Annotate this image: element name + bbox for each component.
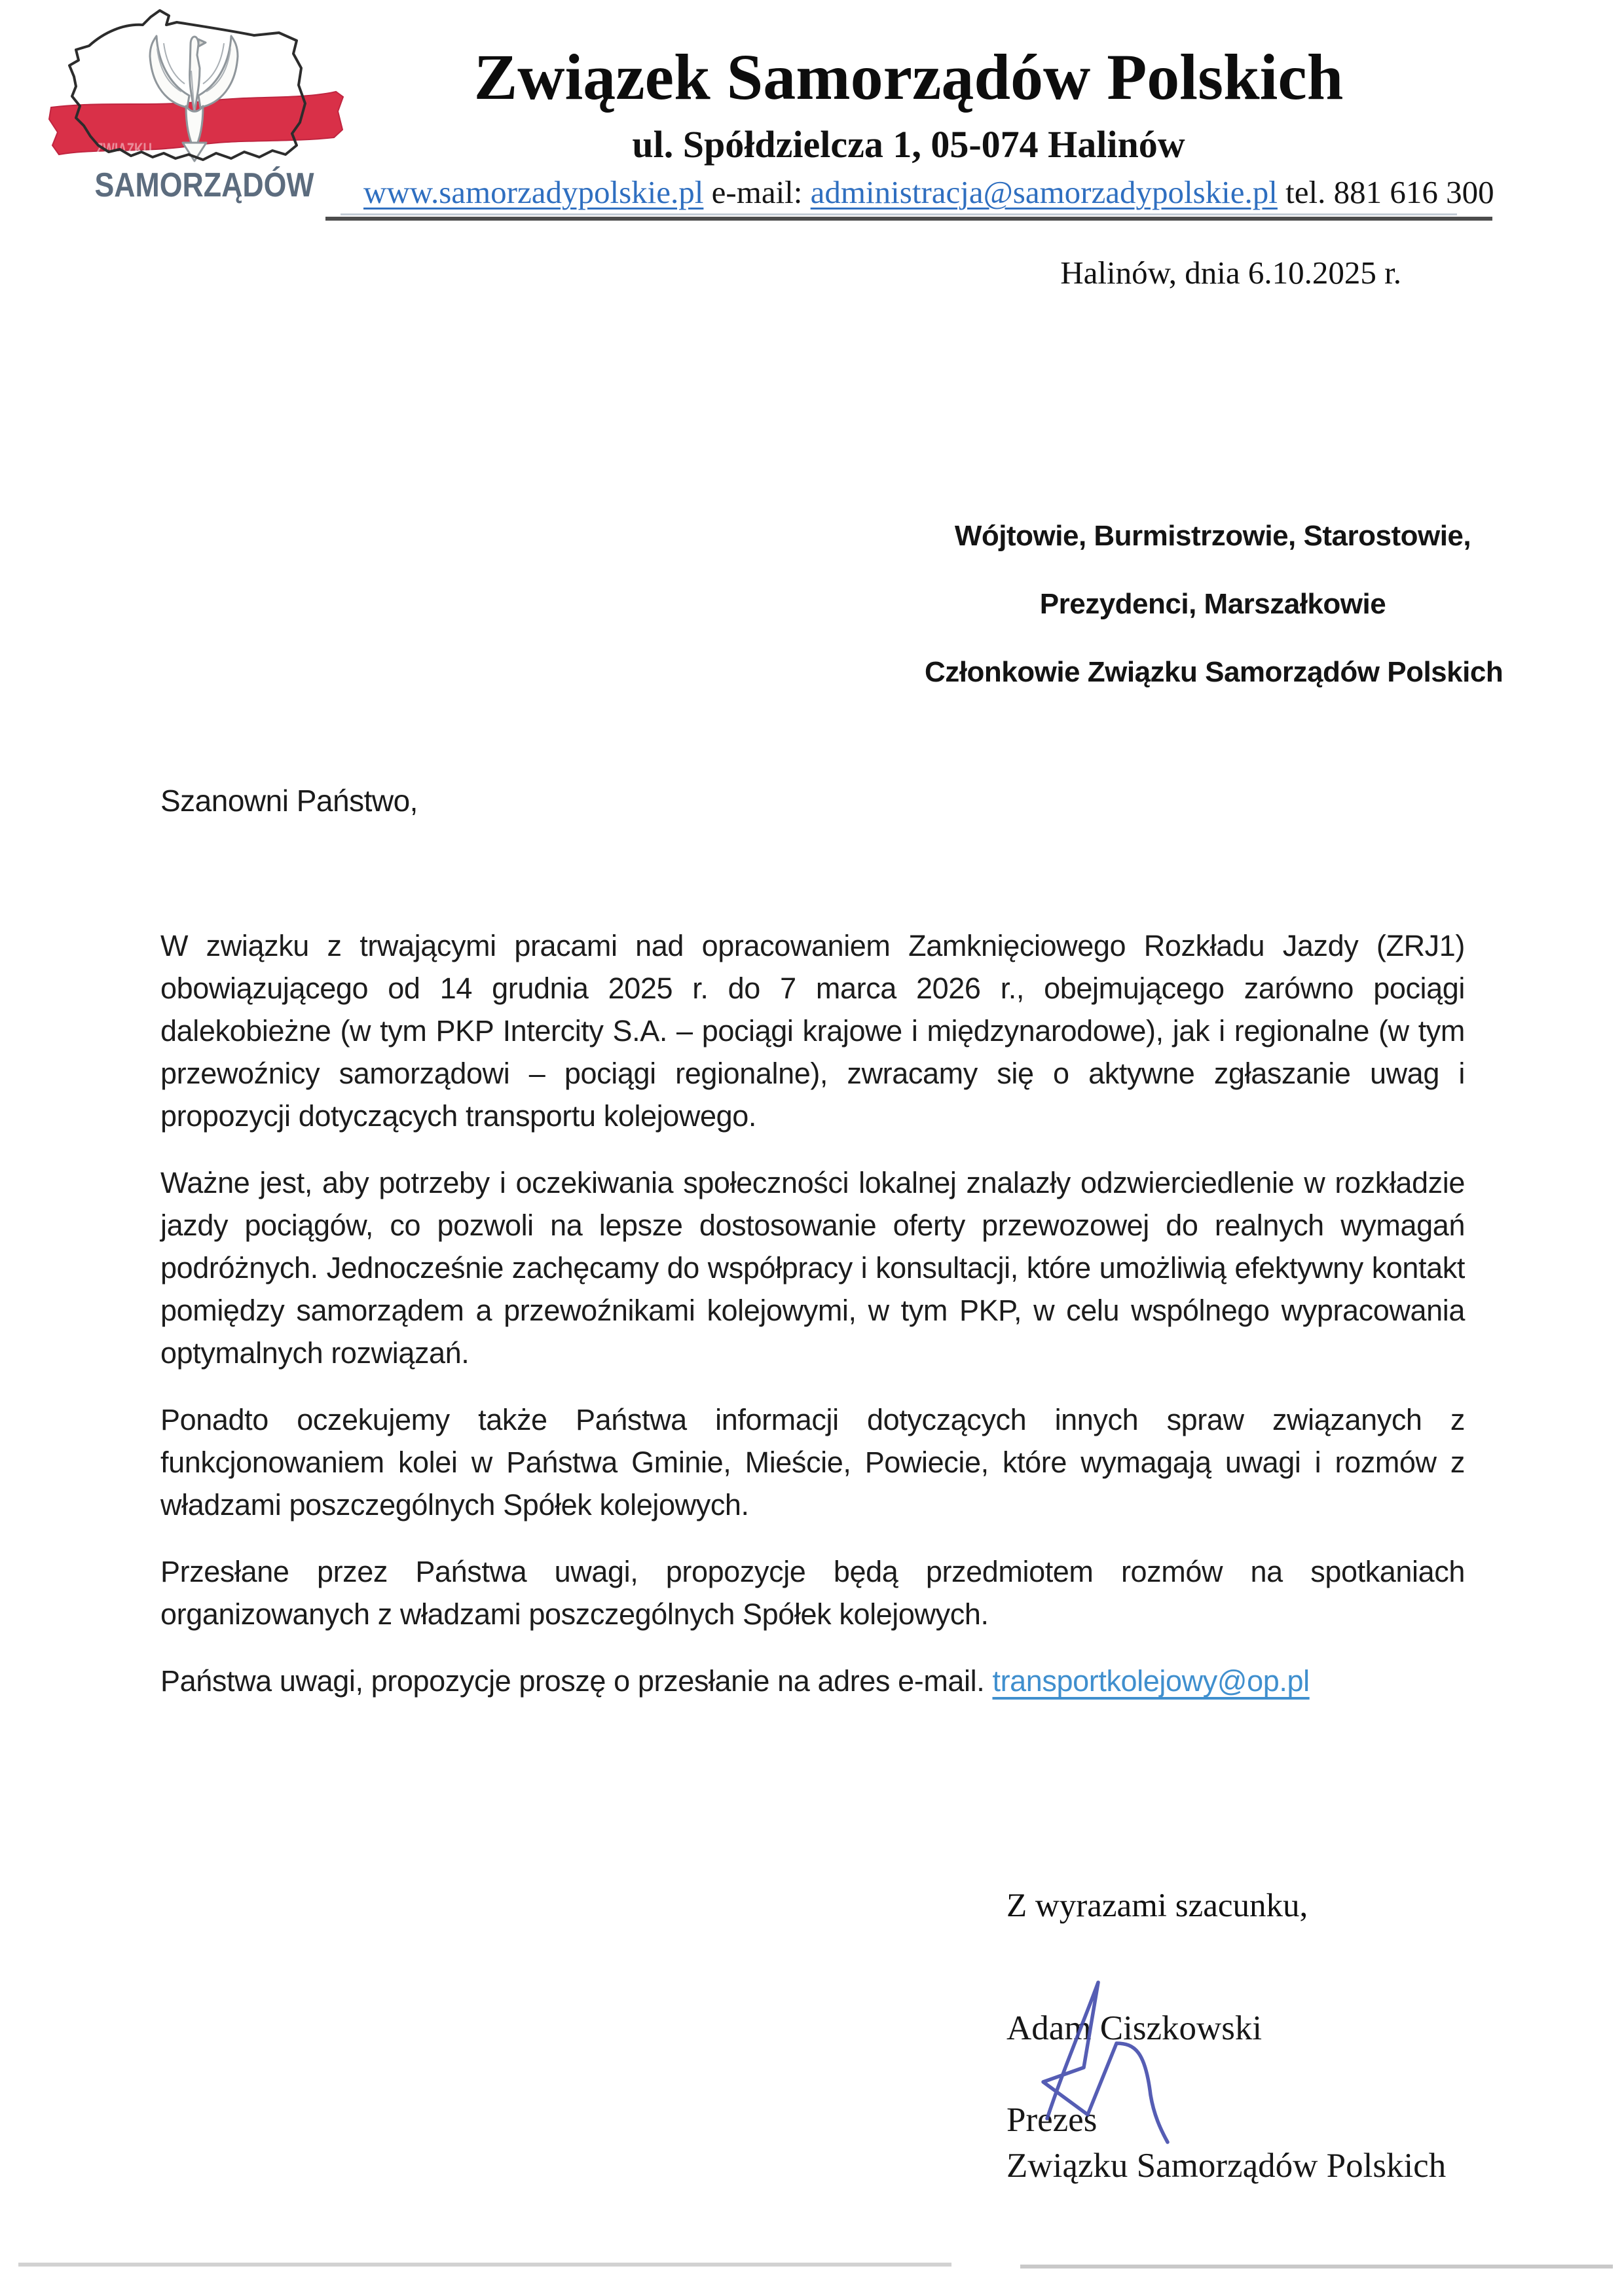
signer-title: Prezes	[1006, 2101, 1098, 2139]
organization-logo	[38, 8, 365, 211]
logo-band-word-left: ZWIĄZKU	[96, 139, 152, 159]
logo-band-word-right: POLSKICH	[234, 139, 311, 159]
signer-name: Adam Ciszkowski	[1006, 2009, 1263, 2047]
phone-label: tel.	[1285, 174, 1326, 210]
recipients-block	[925, 519, 1504, 723]
body-paragraph-3: Ponadto oczekujemy także Państwa informacji dotyczących innych spraw związanych z funkcjonowaniem kolei w Państwa Gminie, Mieście, Powiecie, które wymagają uwagi i rozmów z władzami poszczególnych Spółek kolejowych.	[160, 1403, 1465, 1522]
letter-body	[160, 924, 1465, 1726]
salutation: Szanowni Państwo,	[160, 784, 418, 818]
signer-organization: Związku Samorządów Polskich	[1006, 2147, 1447, 2185]
recipient-line: Członkowie Związku Samorządów Polskich	[925, 656, 1504, 688]
website-link[interactable]: www.samorzadypolskie.pl	[363, 174, 704, 210]
recipient-line: Prezydenci, Marszałkowie	[1039, 588, 1386, 620]
date-line: Halinów, dnia 6.10.2025 r.	[1060, 255, 1401, 291]
recipient-line: Wójtowie, Burmistrzowie, Starostowie,	[954, 520, 1471, 552]
body-paragraph-1: W związku z trwającymi pracami nad opracowaniem Zamknięciowego Rozkładu Jazdy (ZRJ1) obowiązującego od 14 grudnia 2025 r. do 7 marca 2026 r., obejmującego zarówno pociągi dalekobieżne (w tym PKP Intercity S.A. – pociągi krajowe i międzynarodowe), jak i regionalne (w tym przewoźnicy samorządowi – pociągi regionalne), zwracamy się o aktywne zgłaszanie uwag i propozycji dotyczących transportu kolejowego.	[160, 929, 1465, 1133]
letterhead	[363, 41, 1494, 211]
scan-artifact-line	[1020, 2265, 1613, 2269]
email-link[interactable]: administracja@samorzadypolskie.pl	[810, 174, 1278, 210]
header-rule-shadow	[341, 213, 1457, 215]
body-paragraph-2: Ważne jest, aby potrzeby i oczekiwania społeczności lokalnej znalazły odzwierciedlenie w rozkładzie jazdy pociągów, co pozwoli na lepsze dostosowanie oferty przewozowej do realnych wymagań podróżnych. Jednocześnie zachęcamy do współpracy i konsultacji, które umożliwią efektywny kontakt pomiędzy samorządem a przewoźnikami kolejowymi, w tym PKP, w celu wspólnego wypracowania optymalnych rozwiązań.	[160, 1166, 1465, 1370]
logo-caption: SAMORZĄDÓW	[94, 166, 315, 204]
body-paragraph-4: Przesłane przez Państwa uwagi, propozycje będą przedmiotem rozmów na spotkaniach organizowanych z władzami poszczególnych Spółek kolejowych.	[160, 1555, 1465, 1631]
org-address: ul. Spółdzielcza 1, 05-074 Halinów	[632, 123, 1185, 166]
closing-phrase: Z wyrazami szacunku,	[1006, 1887, 1308, 1924]
phone-number: 881 616 300	[1333, 174, 1494, 210]
org-contact-line	[363, 174, 1494, 211]
contact-email-link[interactable]: transportkolejowy@op.pl	[992, 1664, 1310, 1698]
email-paragraph-text: Państwa uwagi, propozycje proszę o przesłanie na adres e-mail.	[160, 1664, 993, 1698]
email-label: e-mail:	[711, 174, 803, 210]
handwritten-signature	[1018, 1950, 1189, 2149]
header-rule	[325, 217, 1492, 221]
scan-artifact-line	[18, 2263, 951, 2267]
org-name: Związek Samorządów Polskich	[473, 41, 1344, 113]
body-paragraph-email	[160, 1660, 1465, 1702]
